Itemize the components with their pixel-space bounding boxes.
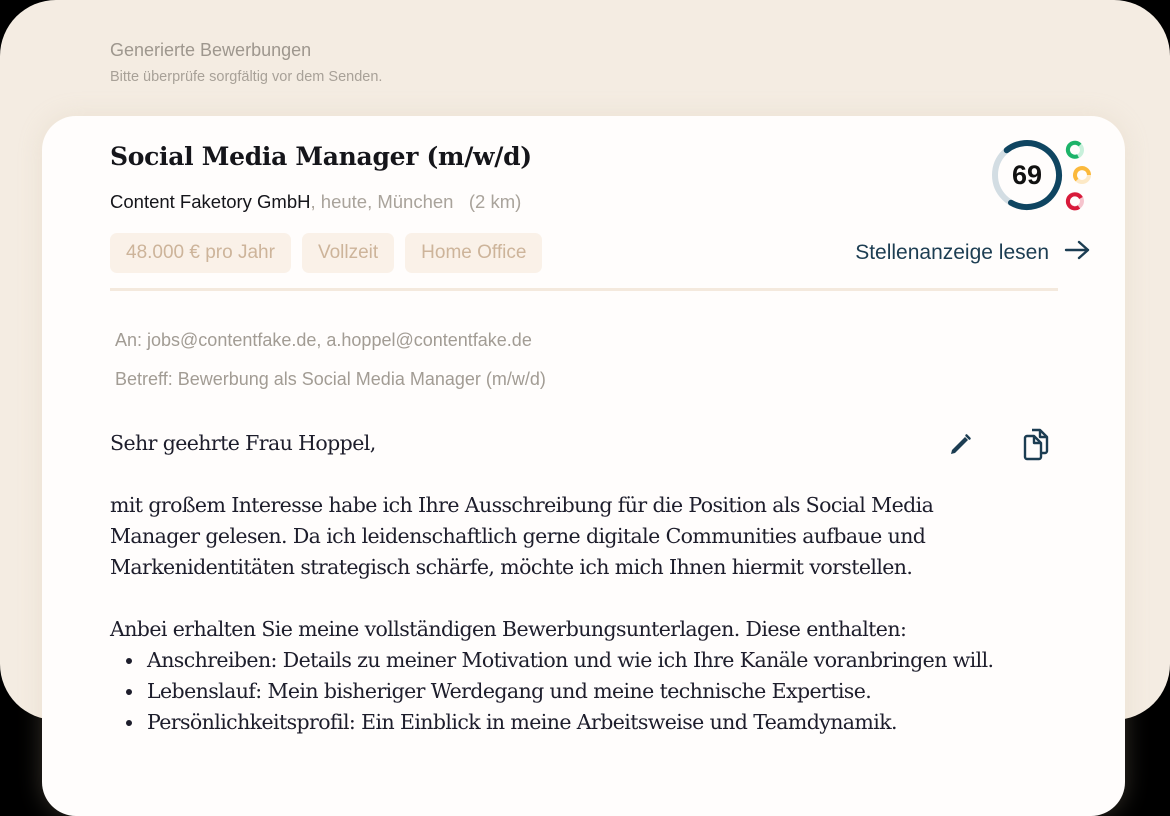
cover-letter-body[interactable] xyxy=(110,428,1070,738)
company-name: Content Faketory GmbH xyxy=(110,191,311,212)
job-tags xyxy=(110,233,542,273)
sub-score-yellow-icon xyxy=(1071,164,1093,186)
match-score[interactable] xyxy=(990,138,1064,212)
list-item: • Persönlichkeitsprofil: Ein Einblick in meine Arbeitsweise und Teamdynamik. xyxy=(145,707,1070,738)
page-header xyxy=(110,38,382,86)
application-card xyxy=(42,116,1125,816)
company-line xyxy=(110,191,521,213)
page-subtitle: Bitte überprüfe sorgfältig vor dem Senden. xyxy=(110,69,383,85)
header-divider xyxy=(110,288,1058,291)
page-title: Generierte Bewerbungen xyxy=(110,40,312,60)
letter-paragraph-2: Anbei erhalten Sie meine vollständigen Bewerbungsunterlagen. Diese enthalten: xyxy=(110,617,907,641)
employment-type-chip: Vollzeit xyxy=(302,233,394,273)
score-value: 69 xyxy=(1011,159,1043,190)
arrow-right-icon xyxy=(1065,240,1091,266)
attachments-list xyxy=(110,645,1070,738)
sub-score-green-icon xyxy=(1064,139,1086,161)
work-location-chip: Home Office xyxy=(405,233,542,273)
email-subject: Betreff: Bewerbung als Social Media Manager (m/w/d) xyxy=(115,369,546,389)
job-date-location: , heute, München xyxy=(310,191,454,212)
job-title: Social Media Manager (m/w/d) xyxy=(110,142,532,171)
list-item: • Lebenslauf: Mein bisheriger Werdegang und meine technische Expertise. xyxy=(145,676,1070,707)
list-item: • Anschreiben: Details zu meiner Motivation und wie ich Ihre Kanäle voranbringen will. xyxy=(145,645,1070,676)
letter-paragraph-1: mit großem Interesse habe ich Ihre Ausschreibung für die Position als Social Media Manager gelesen. Da ich leidenschaftlich gerne digitale Communities aufbaue und Markenidentitäten strategisch schärfe, möchte ich mich Ihnen hiermit vorstellen. xyxy=(110,493,934,579)
email-recipients: An: jobs@contentfake.de, a.hoppel@contentfake.de xyxy=(115,330,532,350)
read-job-posting-label: Stellenanzeige lesen xyxy=(855,241,1049,264)
letter-greeting: Sehr geehrte Frau Hoppel, xyxy=(110,431,376,455)
sub-score-red-icon xyxy=(1064,190,1086,212)
read-job-posting-link[interactable] xyxy=(855,240,1091,266)
job-distance: (2 km) xyxy=(468,191,522,212)
salary-chip: 48.000 € pro Jahr xyxy=(110,233,291,273)
